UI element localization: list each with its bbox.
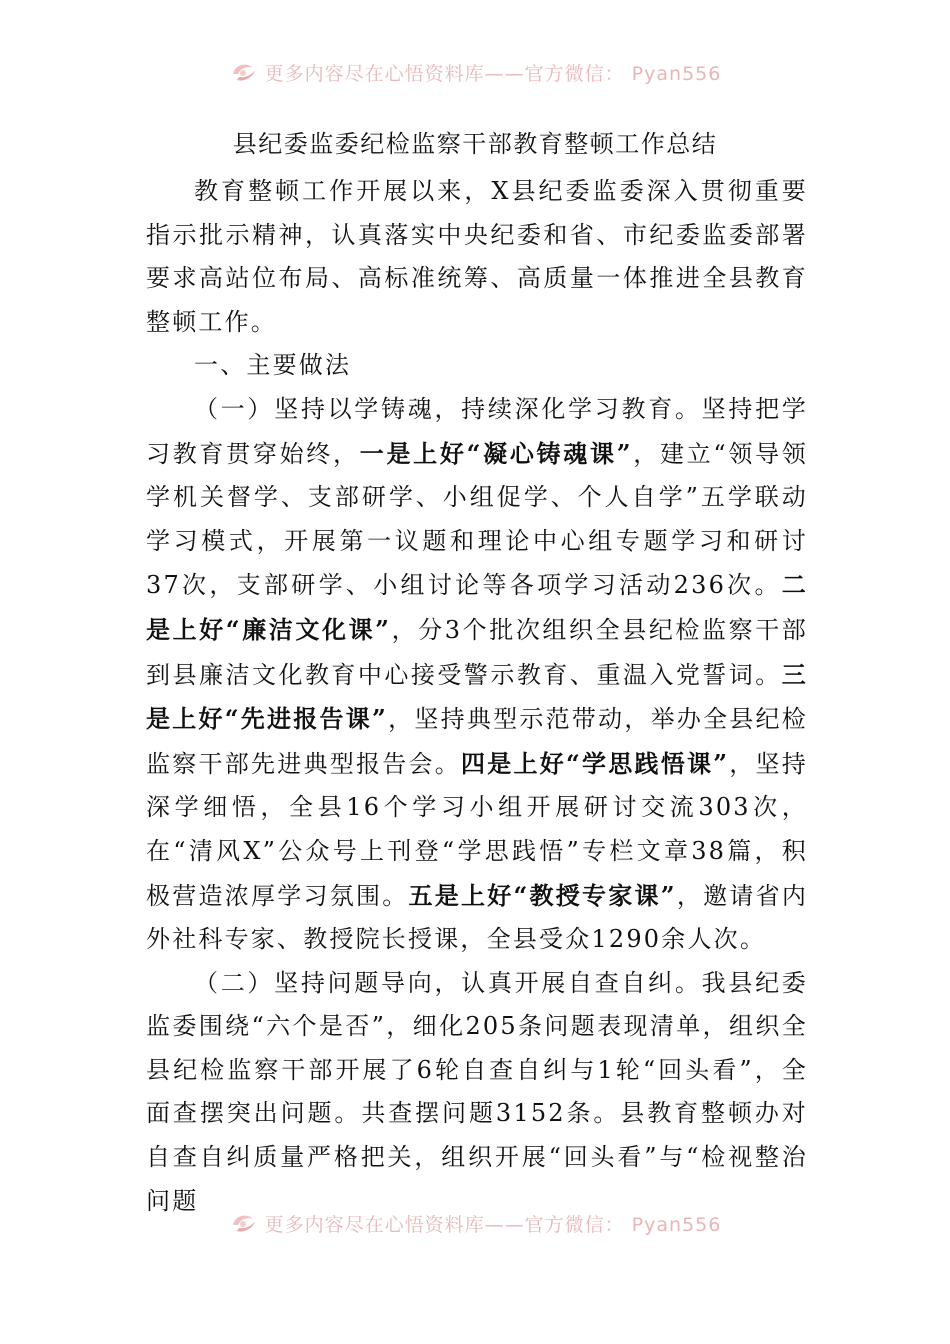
paragraph-self-inspection: （二）坚持问题导向，认真开展自查自纠。我县纪委监委围绕“六个是否”，细化205条问题表现清单，组织全县纪检监察干部开展了6轮自查自纠与1轮“回头看”，全面查摆突出问题。共查摆问题3152条。县教育整顿办对自查自纠质量严格把关，组织开展“回头看”与“检视整治问题: [146, 968, 808, 1215]
watermark-text: 更多内容尽在心悟资料库——官方微信： Pyan556: [264, 62, 722, 85]
section-heading: 一、主要做法: [194, 351, 352, 380]
document-title: 县纪委监委纪检监察干部教育整顿工作总结: [232, 130, 718, 158]
paragraph-text-1: ，建立“领导领学机关督学、支部研学、小组促学、个人自学”五学联动学习模式，开展第一议题和理论中心组专题学习和研讨37次，支部研学、小组讨论等各项学习活动236次。: [146, 439, 809, 600]
brand-logo-icon: [229, 1211, 259, 1235]
watermark-text: 更多内容尽在心悟资料库——官方微信： Pyan556: [264, 1213, 722, 1236]
intro-paragraph: 教育整顿工作开展以来，X县纪委监委深入贯彻重要指示批示精神，认真落实中央纪委和省、市纪委监委部署要求高站位布局、高标准统筹、高质量一体推进全县教育整顿工作。: [146, 177, 808, 336]
paragraph-text-4: ，坚持深学细悟，全县16个学习小组开展研讨交流303次，在“清风X”公众号上刊登“学思践悟”专栏文章38篇，积极营造浓厚学习氛围。: [146, 749, 808, 910]
document-body: [146, 170, 808, 1223]
paragraph-study-education: [146, 388, 808, 962]
paragraph-text-3: ，坚持典型示范带动，举办全县纪检监察干部先进典型报告会。: [146, 705, 809, 778]
highlight-2: 二是上好“廉洁文化课”: [146, 570, 808, 644]
paragraph-text-2: ，分3个批次组织全县纪检监察干部到县廉洁文化教育中心接受警示教育、重温入党誓词。: [146, 615, 809, 689]
highlight-4: 四是上好“学思践悟课”: [460, 748, 730, 778]
watermark-footer: [0, 1203, 950, 1243]
highlight-3: 三是上好“先进报告课”: [146, 659, 808, 734]
brand-logo-icon: [229, 60, 259, 84]
highlight-1: 一是上好“凝心铸魂课”: [359, 438, 633, 468]
watermark-header: [0, 52, 950, 92]
highlight-5: 五是上好“教授专家课”: [408, 880, 677, 910]
paragraph-text-5: ，邀请省内外社科专家、教授院长授课，全县受众1290余人次。: [146, 881, 809, 954]
paragraph-lead: （一）坚持以学铸魂，持续深化学习教育。坚持把学习教育贯穿始终，: [146, 394, 808, 468]
